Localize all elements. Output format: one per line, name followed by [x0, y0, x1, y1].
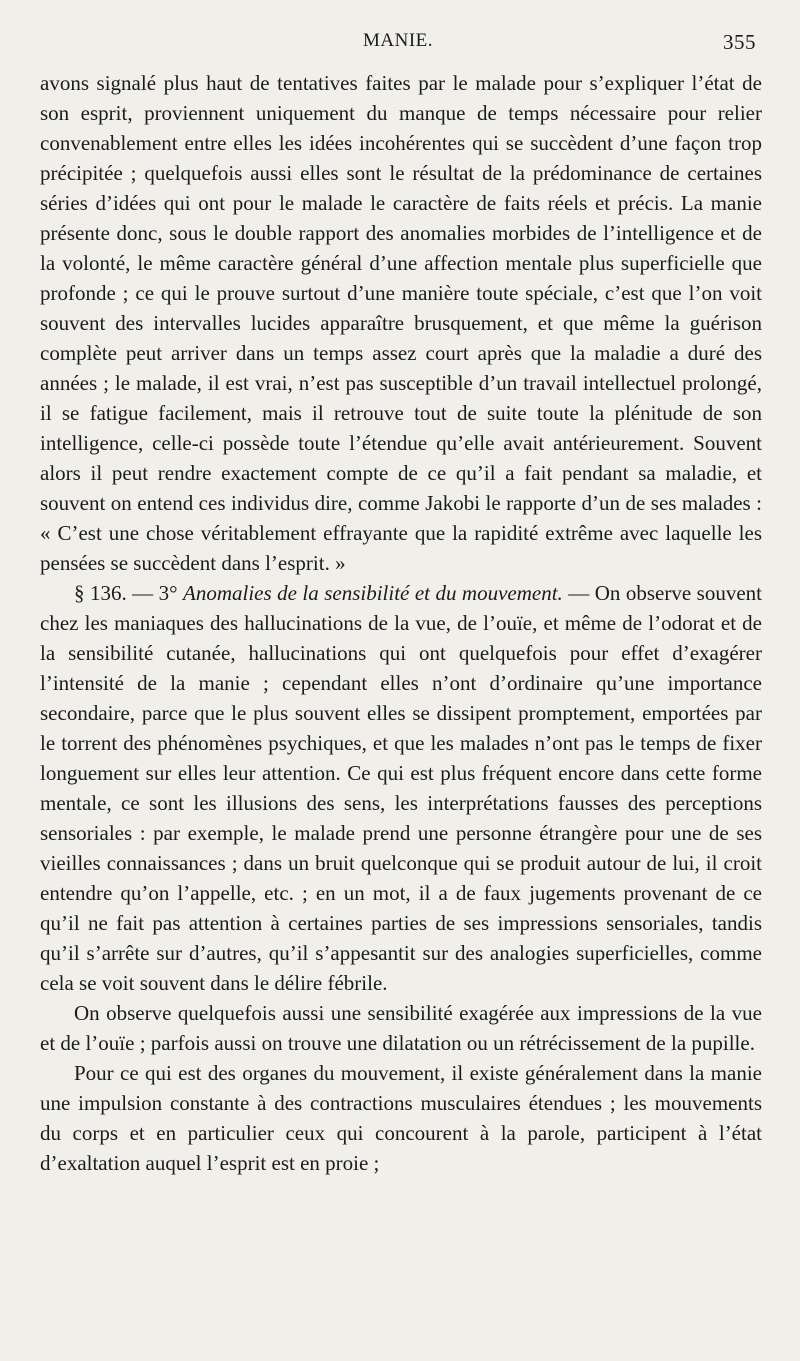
section-title: Anomalies de la sensibilité et du mouvement.: [183, 581, 563, 605]
paragraph-4: Pour ce qui est des organes du mouvement, il existe généralement dans la manie une impulsion constante à des contractions musculaires étendues ; les mouvements du corps et en particulier ceux qui concourent à la parole, participent à l’état d’exaltation auquel l’esprit est en proie ;: [40, 1061, 762, 1175]
running-title: MANIE.: [362, 30, 434, 51]
paragraph-3: On observe quelquefois aussi une sensibilité exagérée aux impressions de la vue et de l’ouïe ; parfois aussi on trouve une dilatation ou un rétrécissement de la pupille.: [40, 1001, 762, 1055]
paragraph-1: avons signalé plus haut de tentatives faites par le malade pour s’expliquer l’état de son esprit, proviennent uniquement du manque de temps nécessaire pour relier convenablement entre elles les idées incohérentes qui se succèdent d’une façon trop précipitée ; quelquefois aussi elles sont le résultat de la prédominance de certaines séries d’idées qui ont pour le malade le caractère de faits réels et précis. La manie présente donc, sous le double rapport des anomalies morbides de l’intelligence et de la volonté, le même caractère général d’une affection mentale plus superficielle que profonde ; ce qui le prouve surtout d’une manière toute spéciale, c’est que l’on voit souvent des intervalles lucides apparaître brusquement, et que même la guérison complète peut arriver dans un temps assez court après que la maladie a duré des années ; le malade, il est vrai, n’est pas susceptible d’un travail intellectuel prolongé, il se fatigue facilement, mais il retrouve tout de suite toute la plénitude de son intelligence, celle-ci possède toute l’étendue qu’elle avait antérieurement. Souvent alors il peut rendre exactement compte de ce qu’il a fait pendant sa maladie, et souvent on entend ces individus dire, comme Jakobi le rapporte d’un de ses malades : « C’est une chose véritablement effrayante que la rapidité extrême avec laquelle les pensées se succèdent dans l’esprit. »: [40, 71, 762, 575]
paragraph-2-text: — On observe souvent chez les maniaques des hallucinations de la vue, de l’ouïe, et même de l’odorat et de la sensibilité cutanée, hallucinations qui ont quelquefois pour effet d’exagérer l’intensité de la manie ; cependant elles n’ont d’ordinaire qu’une importance secondaire, parce que le plus souvent elles se dissipent promptement, emportées par le torrent des phénomènes psychiques, et que les malades n’ont pas le temps de fixer longuement sur elles leur attention. Ce qui est plus fréquent encore dans cette forme mentale, ce sont les illusions des sens, les interprétations fausses des perceptions sensoriales : par exemple, le malade prend une personne étrangère pour une de ses vieilles connaissances ; dans un bruit quelconque qui se produit autour de lui, il croit entendre qu’on l’appelle, etc. ; en un mot, il a de faux jugements provenant de ce qu’il ne fait pas attention à certaines parties de ses impressions sensoriales, tandis qu’il s’arrête sur d’autres, qu’il s’appesantit sur des analogies superficielles, comme cela se voit souvent dans le délire fébrile.: [40, 581, 762, 995]
body-text: [40, 68, 762, 1178]
section-number: § 136. — 3°: [74, 581, 178, 605]
paragraph-2: [40, 578, 762, 998]
running-header: [40, 30, 756, 60]
page-number: 355: [723, 30, 756, 54]
